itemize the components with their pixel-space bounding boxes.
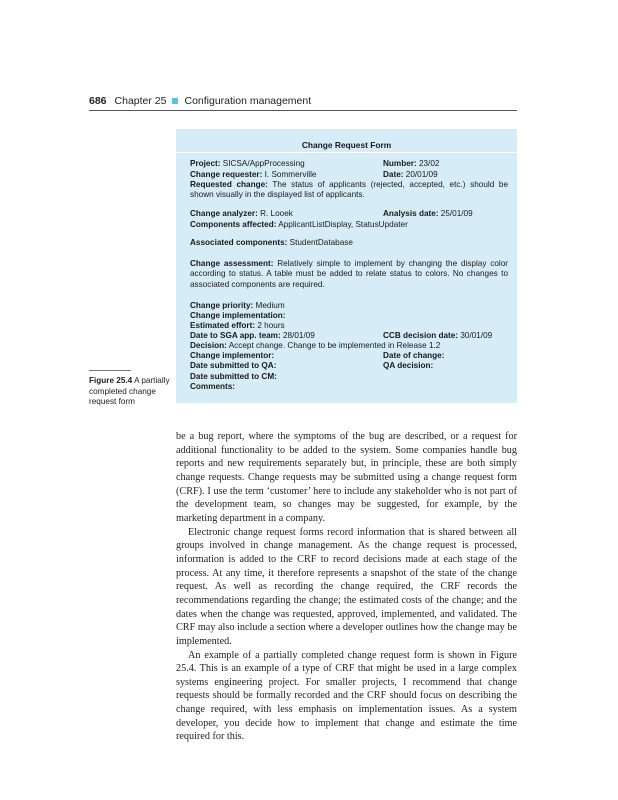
chapter-label: Chapter 25 [114, 95, 167, 107]
requested-change-field: Requested change: The status of applicants (rejected, accepted, etc.) should be shown visually in the displayed list of applicants. [190, 180, 508, 200]
priority-field: Change priority: Medium [190, 301, 285, 310]
associated-components-field: Associated components: StudentDatabase [190, 238, 353, 247]
square-bullet-icon [172, 98, 178, 104]
analysis-date-field: Analysis date: 25/01/09 [383, 209, 473, 218]
paragraph: Electronic change request forms record information that is shared between all groups involved in change management. As the change request is processed, information is added to the CRF to record decisions made at each stage of the process. At any time, it therefore represents a snapshot of the state of the change request. As well as recording the change required, the CRF records the recommendations regarding the change; the estimated costs of the change; and the dates when the change was requested, approved, implemented, and validated. The CRF may also include a section where a developer outlines how the change may be implemented. [176, 526, 517, 647]
project-field: Project: SICSA/AppProcessing [190, 159, 305, 168]
submitted-cm-field: Date submitted to CM: [190, 372, 277, 381]
qa-decision-field: QA decision: [383, 361, 434, 370]
ccb-date-field: CCB decision date: 30/01/09 [383, 331, 493, 340]
analyzer-field: Change analyzer: R. Looek [190, 209, 293, 218]
comments-field: Comments: [190, 382, 236, 391]
components-affected-field: Components affected: ApplicantListDisplay, StatusUpdater [190, 220, 408, 229]
implementation-field: Change implementation: [190, 311, 286, 320]
form-title: Change Request Form [301, 140, 392, 150]
requester-field: Change requester: I. Sommerville [190, 170, 317, 179]
running-header [89, 95, 517, 107]
figure-label: Figure 25.4 [89, 376, 133, 385]
header-rule [89, 110, 517, 111]
page-number: 686 [89, 95, 107, 107]
date-of-change-field: Date of change: [383, 351, 445, 360]
chapter-title: Configuration management [184, 95, 312, 107]
implementor-field: Change implementor: [190, 351, 275, 360]
number-field: Number: 23/02 [383, 159, 440, 168]
date-field: Date: 20/01/09 [383, 170, 438, 179]
paragraph: be a bug report, where the symptoms of the bug are described, or a request for additional functionality to be added to the system. Some companies handle bug reports and new requirements separately but, in principle, these are both simply change requests. Change requests may be submitted using a change request form (CRF). I use the term ‘customer’ here to include any stakeholder who is not part of the development team, so changes may be suggested, for example, by the marketing department in a company. [176, 431, 517, 524]
effort-field: Estimated effort: 2 hours [190, 321, 285, 330]
body-text [176, 430, 517, 744]
sga-date-field: Date to SGA app. team: 28/01/09 [190, 331, 315, 340]
change-request-form [176, 129, 517, 403]
submitted-qa-field: Date submitted to QA: [190, 361, 277, 370]
figure-caption [89, 376, 177, 408]
form-title-rule [176, 152, 517, 153]
paragraph: An example of a partially completed change request form is shown in Figure 25.4. This is an example of a type of CRF that might be used in a large complex systems engineering project. For smaller projects, I recommend that change requests should be formally recorded and the CRF should focus on describing the change required, with less emphasis on implementation issues. As a system developer, you decide how to implement that change and estimate the time required for this. [176, 649, 517, 743]
decision-field: Decision: Accept change. Change to be implemented in Release 1.2 [190, 341, 441, 350]
assessment-field: Change assessment: Relatively simple to implement by changing the display color according to status. A table must be added to relate status to colors. No changes to associated components are required. [190, 259, 508, 289]
figure-caption-text: A partially completed change request form [89, 376, 170, 406]
caption-rule [89, 370, 131, 371]
